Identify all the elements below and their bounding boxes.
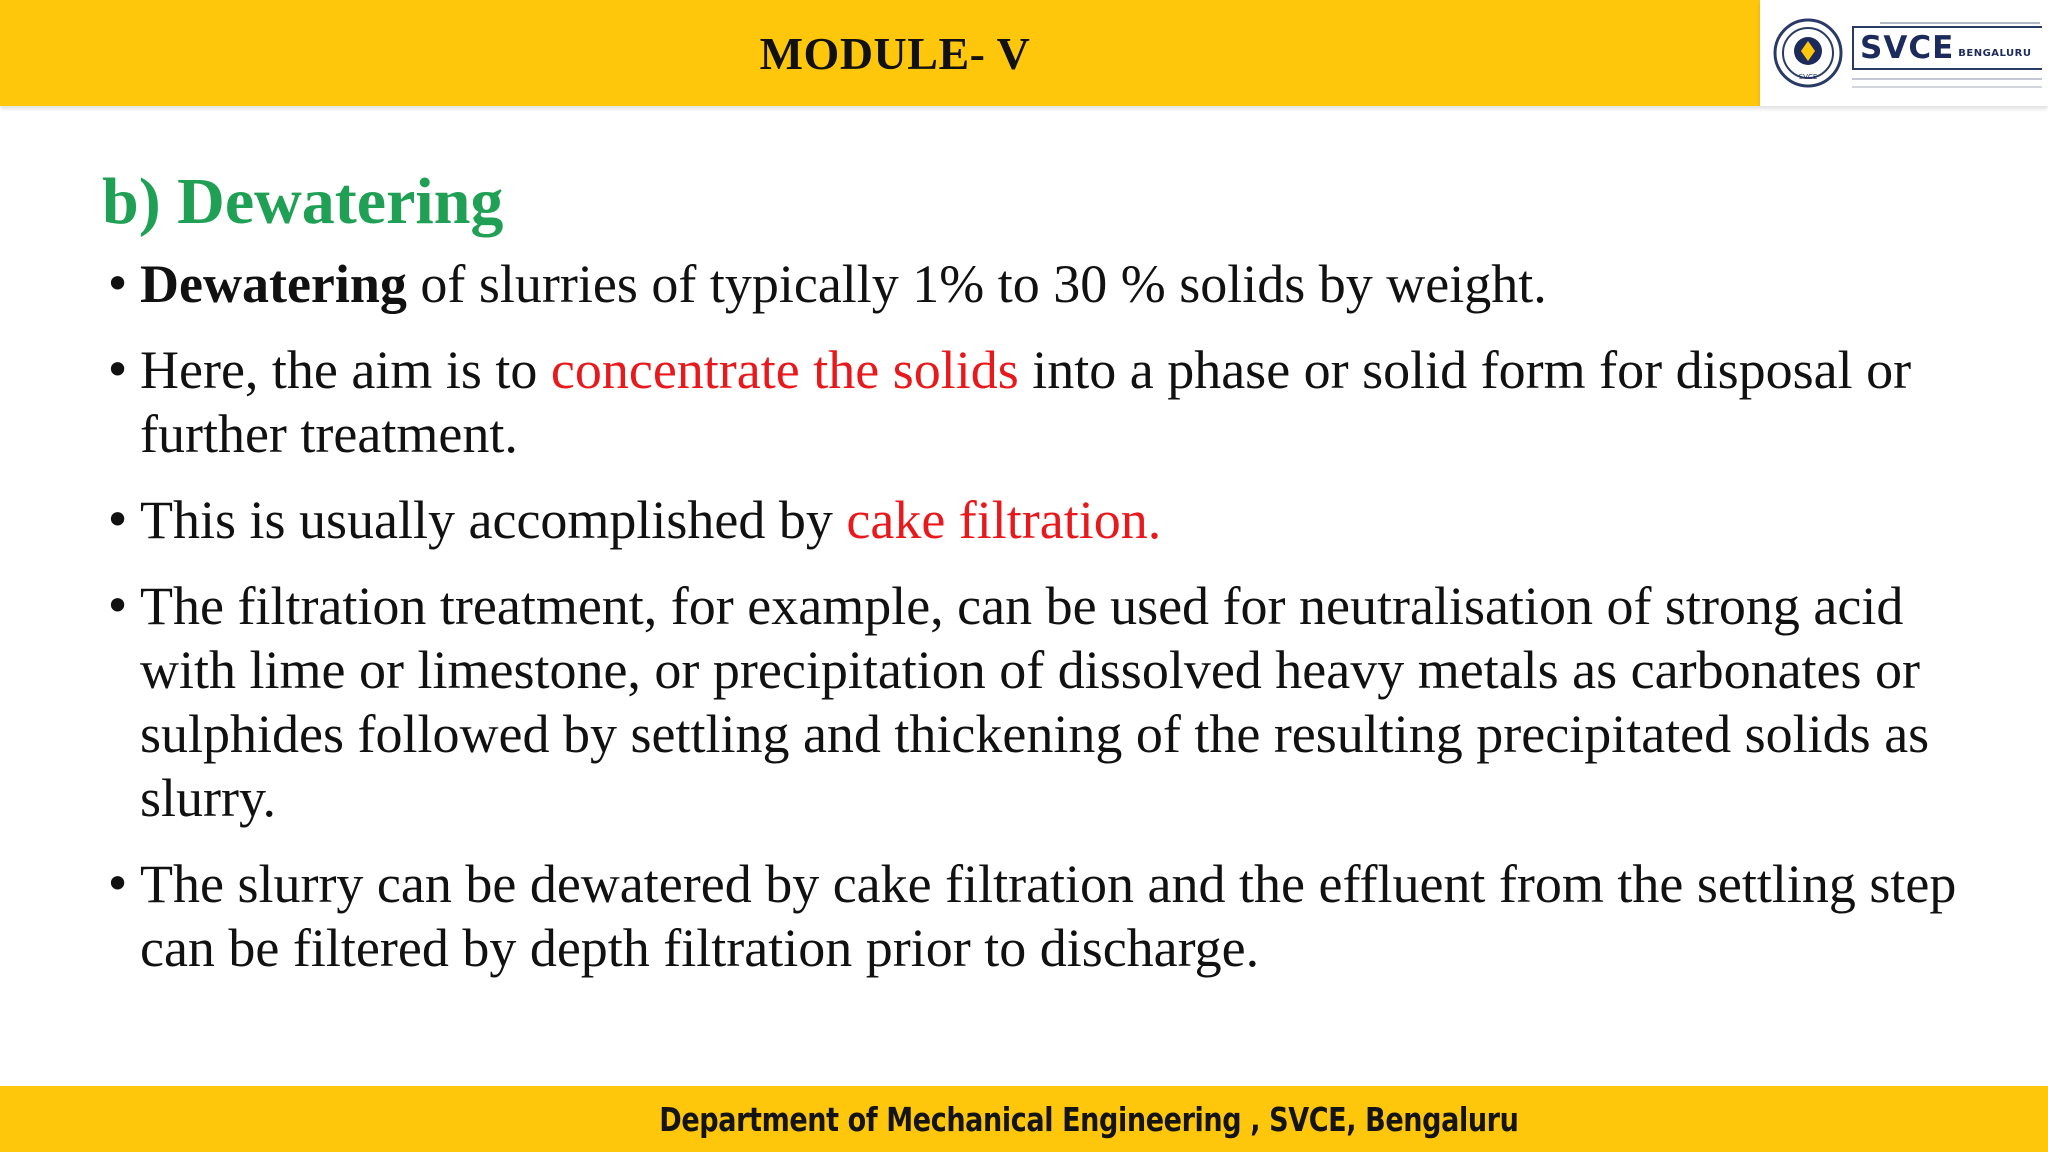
slide-heading: b) Dewatering — [102, 165, 504, 238]
bullet-dot-icon: • — [104, 579, 132, 633]
bullet-item — [102, 488, 1982, 552]
footer-banner — [0, 1086, 2048, 1152]
bullet-item — [102, 574, 1982, 830]
bullet-list — [102, 252, 1982, 980]
college-seal-icon — [1772, 17, 1844, 89]
module-title: MODULE- V — [759, 27, 1031, 79]
bullet-text: Here, the aim is to — [140, 340, 551, 400]
bullet-text: This is usually accomplished by — [140, 490, 847, 550]
logo-city: BENGALURU — [1958, 47, 2032, 59]
bullet-dot-icon: • — [104, 857, 132, 911]
highlight-text: cake filtration. — [846, 490, 1162, 550]
bullet-text: The filtration treatment, for example, can be used for neutralisation of strong acid with lime or limestone, or precipitation of dissolved heavy metals as carbonates or sulphides followed by settling and thickening of the resulting precipitated solids as slurry. — [140, 576, 1930, 828]
logo-subtitle-rule-2 — [1852, 86, 2042, 88]
bullet-item — [102, 338, 1982, 466]
bold-term: Dewatering — [140, 254, 407, 314]
header-banner — [0, 0, 1760, 106]
bullet-dot-icon: • — [104, 257, 132, 311]
highlight-text: concentrate the solids — [550, 340, 1019, 400]
logo-name: SVCE — [1860, 30, 1955, 66]
bullet-item — [102, 852, 1982, 980]
seal-text: SVCE — [1798, 73, 1818, 81]
bullet-dot-icon: • — [104, 493, 132, 547]
bullet-text: The slurry can be dewatered by cake filtration and the effluent from the settling step can be filtered by depth filtration prior to discharge. — [140, 854, 1957, 978]
logo-rule — [1880, 22, 2040, 24]
college-logo — [1760, 0, 2048, 106]
logo-subtitle-rule — [1852, 78, 2042, 80]
bullet-text: of slurries of typically 1% to 30 % solids by weight. — [406, 254, 1547, 314]
bullet-item — [102, 252, 1982, 316]
slide-content — [102, 162, 1982, 1002]
bullet-text: into a phase or solid form for disposal or further treatment. — [140, 340, 1912, 464]
bullet-dot-icon: • — [104, 343, 132, 397]
logo-wordmark — [1852, 26, 2042, 70]
footer-text: Department of Mechanical Engineering , SVCE, Bengaluru — [659, 1099, 1519, 1139]
